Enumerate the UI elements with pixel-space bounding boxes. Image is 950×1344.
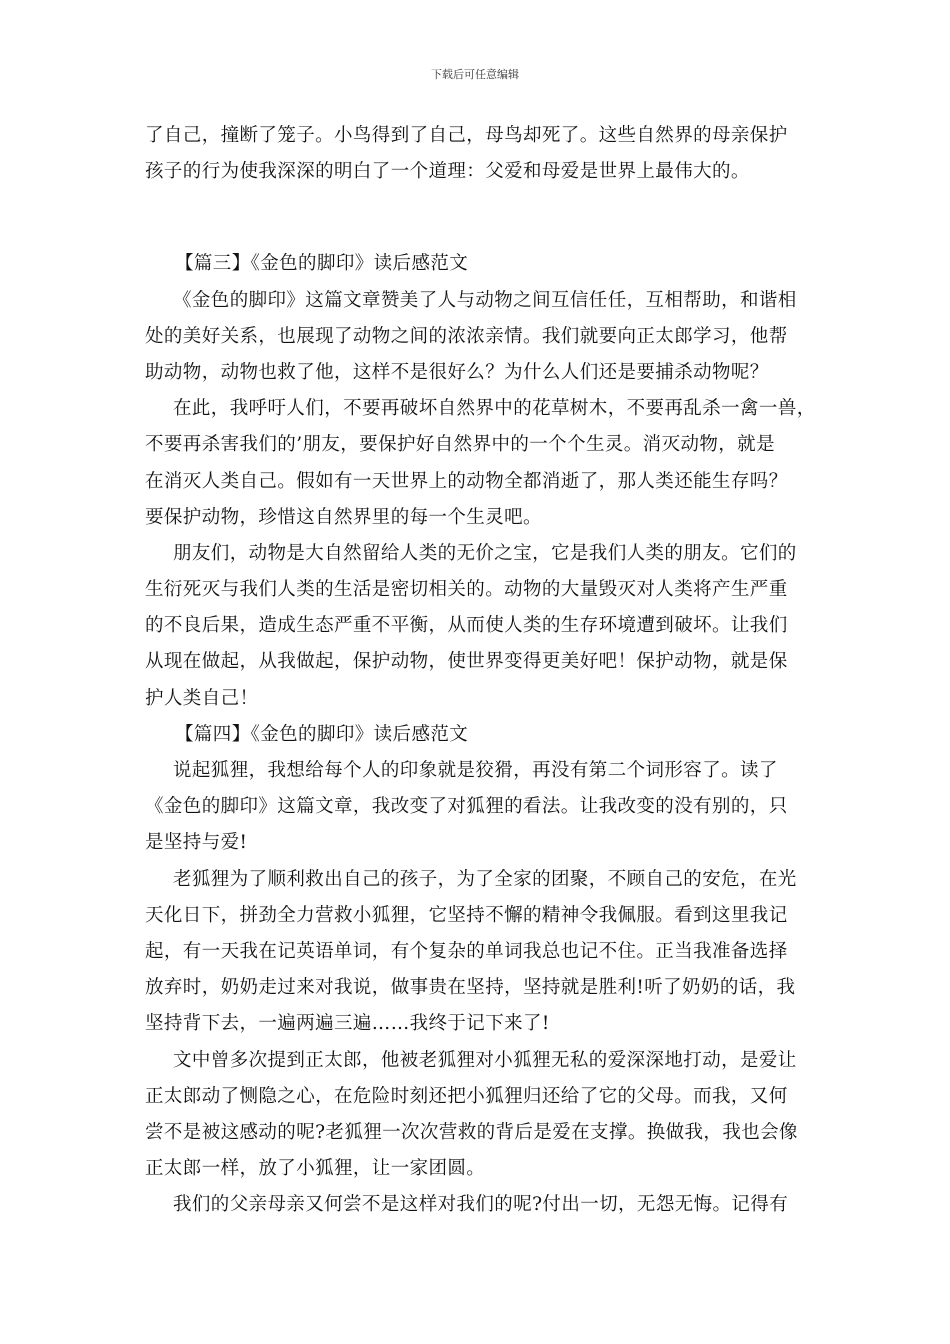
paragraph-line: 要保护动物，珍惜这自然界里的每一个生灵吧。	[145, 506, 542, 528]
document-body	[145, 118, 816, 1223]
paragraph-line: 正太郎一样，放了小狐狸，让一家团圆。	[145, 1158, 486, 1180]
paragraph-line: 在此，我呼吁人们，不要再破坏自然界中的花草树木，不要再乱杀一禽一兽，	[173, 398, 816, 420]
paragraph-line: 不要再杀害我们的’朋友，要保护好自然界中的一个个生灵。消灭动物，就是	[145, 434, 775, 456]
paragraph-line: 放弃时，奶奶走过来对我说，做事贵在坚持，坚持就是胜利!听了奶奶的话，我	[145, 977, 796, 999]
page-header: 下载后可任意编辑	[431, 68, 519, 81]
paragraph-line: 在消灭人类自己。假如有一天世界上的动物全都消逝了，那人类还能生存吗？	[145, 470, 788, 492]
paragraph-gap	[145, 190, 810, 246]
section-heading-3: 【篇三】《金色的脚印》读后感范文	[175, 253, 469, 275]
paragraph-line: 了自己，撞断了笼子。小鸟得到了自己，母鸟却死了。这些自然界的母亲保护	[145, 125, 788, 146]
paragraph-line: 老狐狸为了顺利救出自己的孩子，为了全家的团聚，不顾自己的安危，在光	[173, 868, 797, 890]
paragraph-line: 生衍死灭与我们人类的生活是密切相关的。动物的大量毁灭对人类将产生严重	[145, 579, 788, 601]
paragraph-line: 正太郎动了恻隐之心，在危险时刻还把小狐狸归还给了它的父母。而我，又何	[145, 1085, 788, 1107]
paragraph-line: 护人类自己！	[145, 687, 259, 709]
paragraph-line: 《金色的脚印》这篇文章，我改变了对狐狸的看法。让我改变的没有别的，只	[145, 796, 788, 818]
paragraph-line: 朋友们，动物是大自然留给人类的无价之宝，它是我们人类的朋友。它们的	[173, 542, 797, 564]
paragraph-line: 尝不是被这感动的呢?老狐狸一次次营救的背后是爱在支撑。换做我，我也会像	[145, 1121, 798, 1143]
paragraph-line: 助动物，动物也救了他，这样不是很好么？为什么人们还是要捕杀动物呢？	[145, 361, 769, 383]
paragraph-line: 是坚持与爱!	[145, 832, 248, 854]
section-heading-4: 【篇四】《金色的脚印》读后感范文	[175, 723, 469, 745]
paragraph-line: 《金色的脚印》这篇文章赞美了人与动物之间互信任任，互相帮助，和谐相	[173, 289, 797, 311]
paragraph-line: 坚持背下去，一遍两遍三遍……我终于记下来了!	[145, 1013, 550, 1035]
paragraph-line: 处的美好关系，也展现了动物之间的浓浓亲情。我们就要向正太郎学习，他帮	[145, 325, 788, 347]
paragraph-line: 天化日下，拼劲全力营救小狐狸，它坚持不懈的精神令我佩服。看到这里我记	[145, 904, 788, 926]
paragraph-line: 我们的父亲母亲又何尝不是这样对我们的呢?付出一切，无怨无悔。记得有	[173, 1194, 789, 1216]
paragraph-line: 从现在做起，从我做起，保护动物，使世界变得更美好吧！保护动物，就是保	[145, 651, 788, 673]
paragraph-line: 孩子的行为使我深深的明白了一个道理：父爱和母爱是世界上最伟大的。	[145, 161, 750, 183]
paragraph-line: 说起狐狸，我想给每个人的印象就是狡猾，再没有第二个词形容了。读了	[173, 760, 778, 781]
paragraph-line: 起，有一天我在记英语单词，有个复杂的单词我总也记不住。正当我准备选择	[145, 940, 788, 962]
paragraph-line: 的不良后果，造成生态严重不平衡，从而使人类的生存环境遭到破坏。让我们	[145, 615, 788, 637]
paragraph-line: 文中曾多次提到正太郎，他被老狐狸对小狐狸无私的爱深深地打动，是爱让	[173, 1049, 797, 1071]
